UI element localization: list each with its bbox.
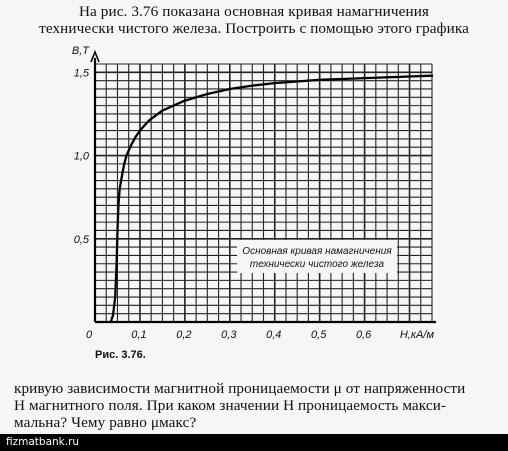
x-axis-label: H,кА/м [399, 329, 434, 341]
site-footer [0, 434, 508, 451]
chart-curve [111, 76, 432, 322]
annotation-line-1: Основная кривая намагничения [242, 246, 392, 257]
problem-body-line-3: мальна? Чему равно μмакс? [14, 414, 197, 431]
x-tick-label: 0 [85, 329, 93, 341]
annotation-line-2: технически чистого железа [249, 259, 385, 270]
y-tick-label: 1,5 [73, 67, 89, 80]
chart-grid [95, 64, 432, 322]
y-tick-label: 0,5 [73, 233, 89, 246]
problem-body-line-2: H магнитного поля. При каком значении H проницаемость макси- [14, 397, 447, 414]
x-tick-label: 0,5 [311, 329, 327, 341]
x-tick-label: 0,2 [176, 329, 192, 341]
magnetization-curve [111, 76, 432, 322]
x-tick-label: 0,4 [266, 329, 282, 341]
problem-intro-line-1: На рис. 3.76 показана основная кривая намагничения [78, 3, 430, 20]
x-tick-label: 0,3 [221, 329, 237, 341]
x-tick-label: 0,6 [355, 329, 372, 341]
problem-intro-line-2: технически чистого железа. Построить с помощью этого графика [39, 20, 469, 37]
y-axis-label: B,T [71, 45, 89, 57]
x-tick-label: 0,1 [131, 329, 147, 341]
y-tick-label: 1,0 [73, 150, 89, 163]
problem-body-line-1: кривую зависимости магнитной проницаемости μ от напряженности [14, 380, 466, 397]
figure-caption: Рис. 3.76. [95, 349, 146, 361]
footer-site-link[interactable]: fizmatbank.ru [6, 436, 80, 448]
